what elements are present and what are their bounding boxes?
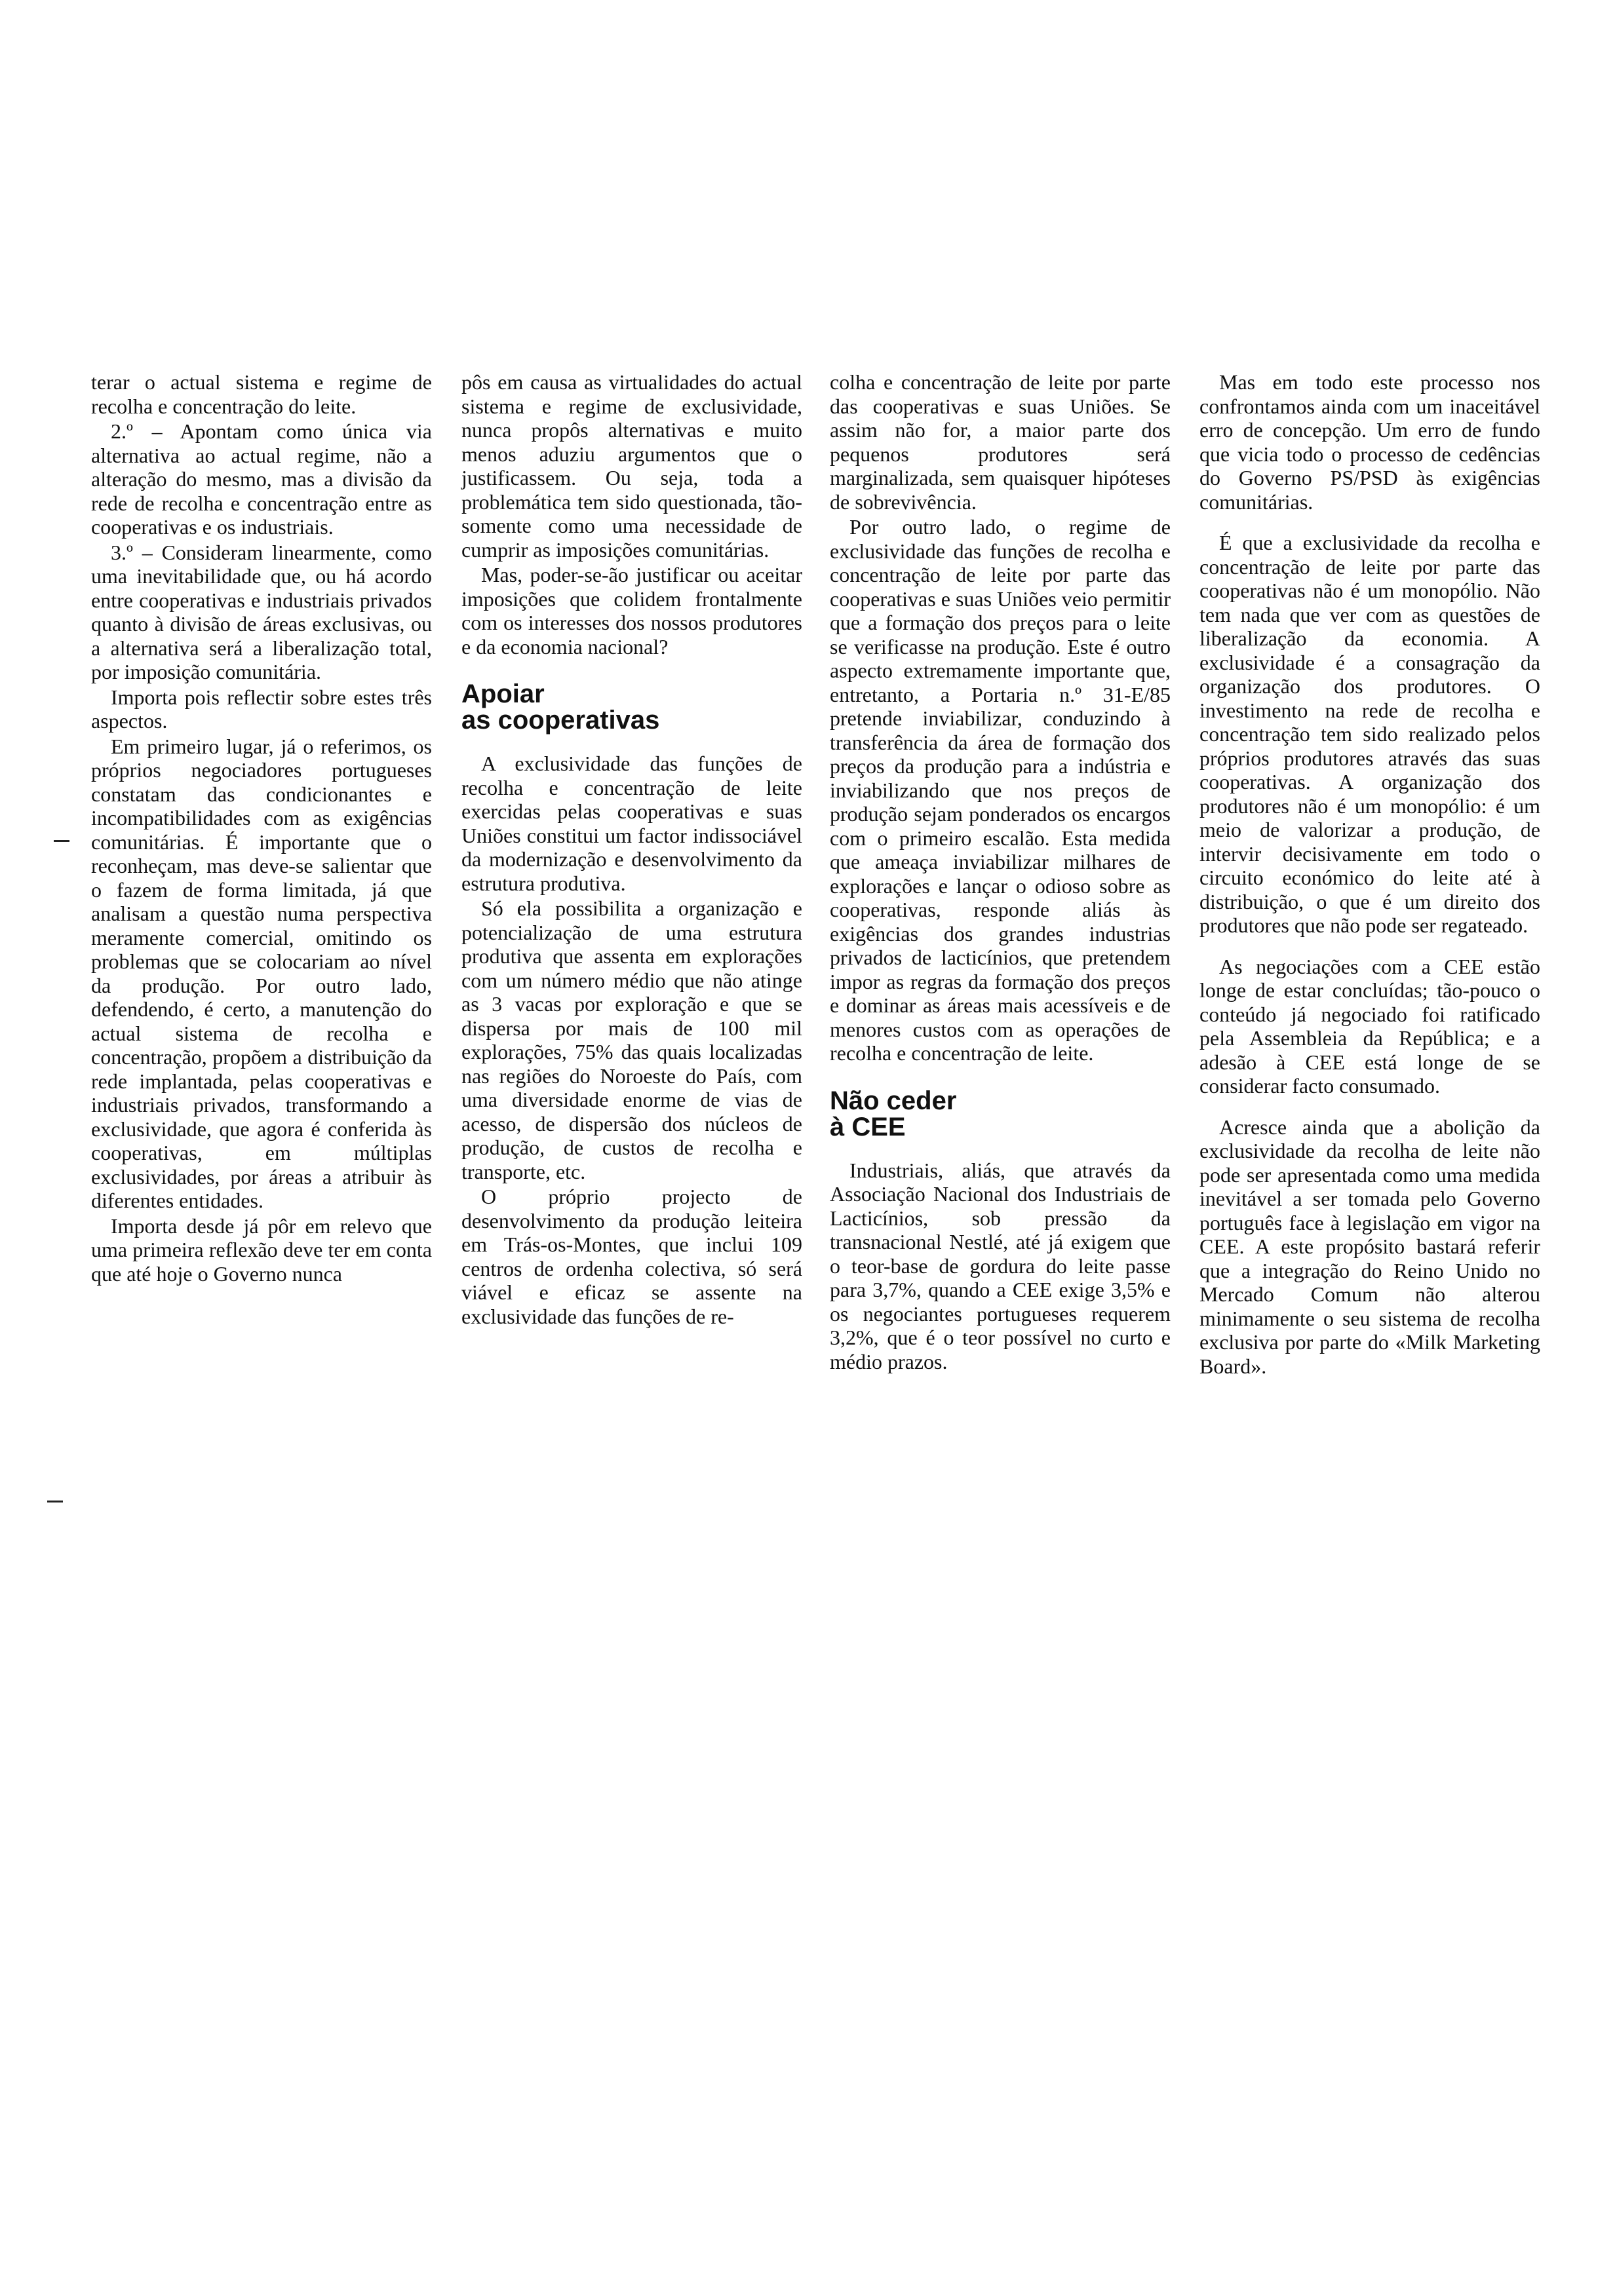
paragraph: Acresce ainda que a abolição da exclusividade da recolha de leite não pode ser apresentada como uma medida inevitável a ser tomada pelo Governo português face à legislação em vigor na CEE. A este propósito bastará referir que a integração do Reino Unido no Mercado Comum não alterou minimamente o seu sistema de recolha exclusiva por parte do «Milk Marketing Board».	[1199, 1115, 1540, 1378]
section-heading-line: Não ceder	[830, 1086, 957, 1115]
section-heading-line: Apoiar	[461, 679, 545, 708]
paragraph: colha e concentração de leite por parte das cooperativas e suas Uniões. Se assim não for, a maior parte dos pequenos produtores será marginalizada, sem quaisquer hipóteses de sobrevivência.	[830, 370, 1171, 514]
paragraph: terar o actual sistema e regime de recolha e concentração do leite.	[91, 370, 432, 418]
text-column-2	[461, 370, 802, 1328]
paragraph: Mas, poder-se-ão justificar ou aceitar imposições que colidem frontalmente com os interesses dos nossos produtores e da economia nacional?	[461, 563, 802, 659]
paragraph: Só ela possibilita a organização e potencialização de uma estrutura produtiva que assenta em explorações com um número médio que não atinge as 3 vacas por exploração e que se dispersa por mais de 100 mil explorações, 75% das quais localizadas nas regiões do Noroeste do País, com uma diversidade enorme de vias de acesso, de dispersão dos núcleos de produção, de custos de recolha e transporte, etc.	[461, 896, 802, 1183]
margin-mark	[54, 840, 69, 842]
text-column-4	[1199, 370, 1540, 1378]
paragraph: Importa pois reflectir sobre estes três aspectos.	[91, 685, 432, 733]
section-heading-line: as cooperativas	[461, 706, 660, 735]
paragraph: Em primeiro lugar, já o referimos, os próprios negociadores portugueses constatam das condicionantes e incompatibilidades com as exigências comunitárias. É importante que o reconheçam, mas deve-se salientar que o fazem de forma limitada, já que analisam a questão numa perspectiva meramente comercial, omitindo os problemas que se colocariam ao nível da produção. Por outro lado, defendendo, é certo, a manutenção do actual sistema de recolha e concentração, propõem a distribuição da rede implantada, pelas cooperativas e industriais privados, transformando a exclusividade, que agora é conferida às cooperativas, em múltiplas exclusividades, por áreas a atribuir às diferentes entidades.	[91, 734, 432, 1212]
paragraph: Mas em todo este processo nos confrontamos ainda com um inaceitável erro de concepção. Um erro de fundo que vicia todo o processo de cedências do Governo PS/PSD às exigências comunitárias.	[1199, 370, 1540, 514]
paragraph: Importa desde já pôr em relevo que uma primeira reflexão deve ter em conta que até hoje o Governo nunca	[91, 1214, 432, 1286]
paragraph: As negociações com a CEE estão longe de estar concluídas; tão-pouco o conteúdo já negociado foi ratificado pela Assembleia da República; e a adesão à CEE está longe de se considerar facto consumado.	[1199, 954, 1540, 1098]
paragraph: O próprio projecto de desenvolvimento da produção leiteira em Trás-os-Montes, que inclui 109 centros de ordenha colectiva, só será viável e eficaz se assente na exclusividade das funções de re-	[461, 1185, 802, 1328]
section-heading-line: à CEE	[830, 1112, 906, 1141]
margin-mark	[47, 1501, 63, 1502]
paragraph: 3.º – Consideram linearmente, como uma inevitabilidade que, ou há acordo entre cooperativas e industriais privados quanto à divisão de áreas exclusivas, ou a alternativa será a liberalização total, por imposição comunitária.	[91, 540, 432, 683]
section-heading	[830, 1088, 1171, 1140]
paragraph: É que a exclusividade da recolha e concentração de leite por parte das cooperativas não é um monopólio. Não tem nada que ver com as questões de liberalização da economia. A exclusividade é a consagração da organização dos produtores. O investimento na rede de recolha e concentração tem sido realizado pelos próprios produtores através das suas cooperativas. A organização dos produtores não é um monopólio: é um meio de valorizar a produção, de intervir decisivamente em todo o circuito económico do leite até à distribuição, o que é um direito dos produtores que não pode ser regateado.	[1199, 531, 1540, 937]
paragraph: Por outro lado, o regime de exclusividade das funções de recolha e concentração de leite por parte das cooperativas e suas Uniões veio permitir que a formação dos preços para o leite se verificasse na produção. Este é outro aspecto extremamente importante que, entretanto, a Portaria n.º 31-E/85 pretende inviabilizar, conduzindo à transferência da área de formação dos preços da produção para a indústria e inviabilizando que nos preços de produção sejam ponderados os encargos com o primeiro escalão. Esta medida que ameaça inviabilizar milhares de explorações e lançar o odioso sobre as cooperativas, responde aliás às exigências dos grandes industrias privados de lacticínios, que pretendem impor as regras da formação dos preços e dominar as áreas mais acessíveis e de menores custos com as operações de recolha e concentração de leite.	[830, 515, 1171, 1065]
paragraph: 2.º – Apontam como única via alternativa ao actual regime, não a alteração do mesmo, mas a divisão da rede de recolha e concentração entre as cooperativas e os industriais.	[91, 419, 432, 539]
paragraph: pôs em causa as virtualidades do actual sistema e regime de exclusividade, nunca propôs alternativas e muito menos aduziu argumentos que o justificassem. Ou seja, toda a problemática tem sido questionada, tão-somente como uma necessidade de cumprir as imposições comunitárias.	[461, 370, 802, 562]
text-column-3	[830, 370, 1171, 1373]
section-heading	[461, 681, 802, 733]
paragraph: Industriais, aliás, que através da Associação Nacional dos Industriais de Lacticínios, sob pressão da transnacional Nestlé, até já exigem que o teor-base de gordura do leite passe para 3,7%, quando a CEE exige 3,5% e os negociantes portugueses requerem 3,2%, que é o teor possível no curto e médio prazos.	[830, 1158, 1171, 1373]
paragraph: A exclusividade das funções de recolha e concentração de leite exercidas pelas cooperativas e suas Uniões constitui um factor indissociável da modernização e desenvolvimento da estrutura produtiva.	[461, 752, 802, 895]
text-column-1	[91, 370, 432, 1286]
